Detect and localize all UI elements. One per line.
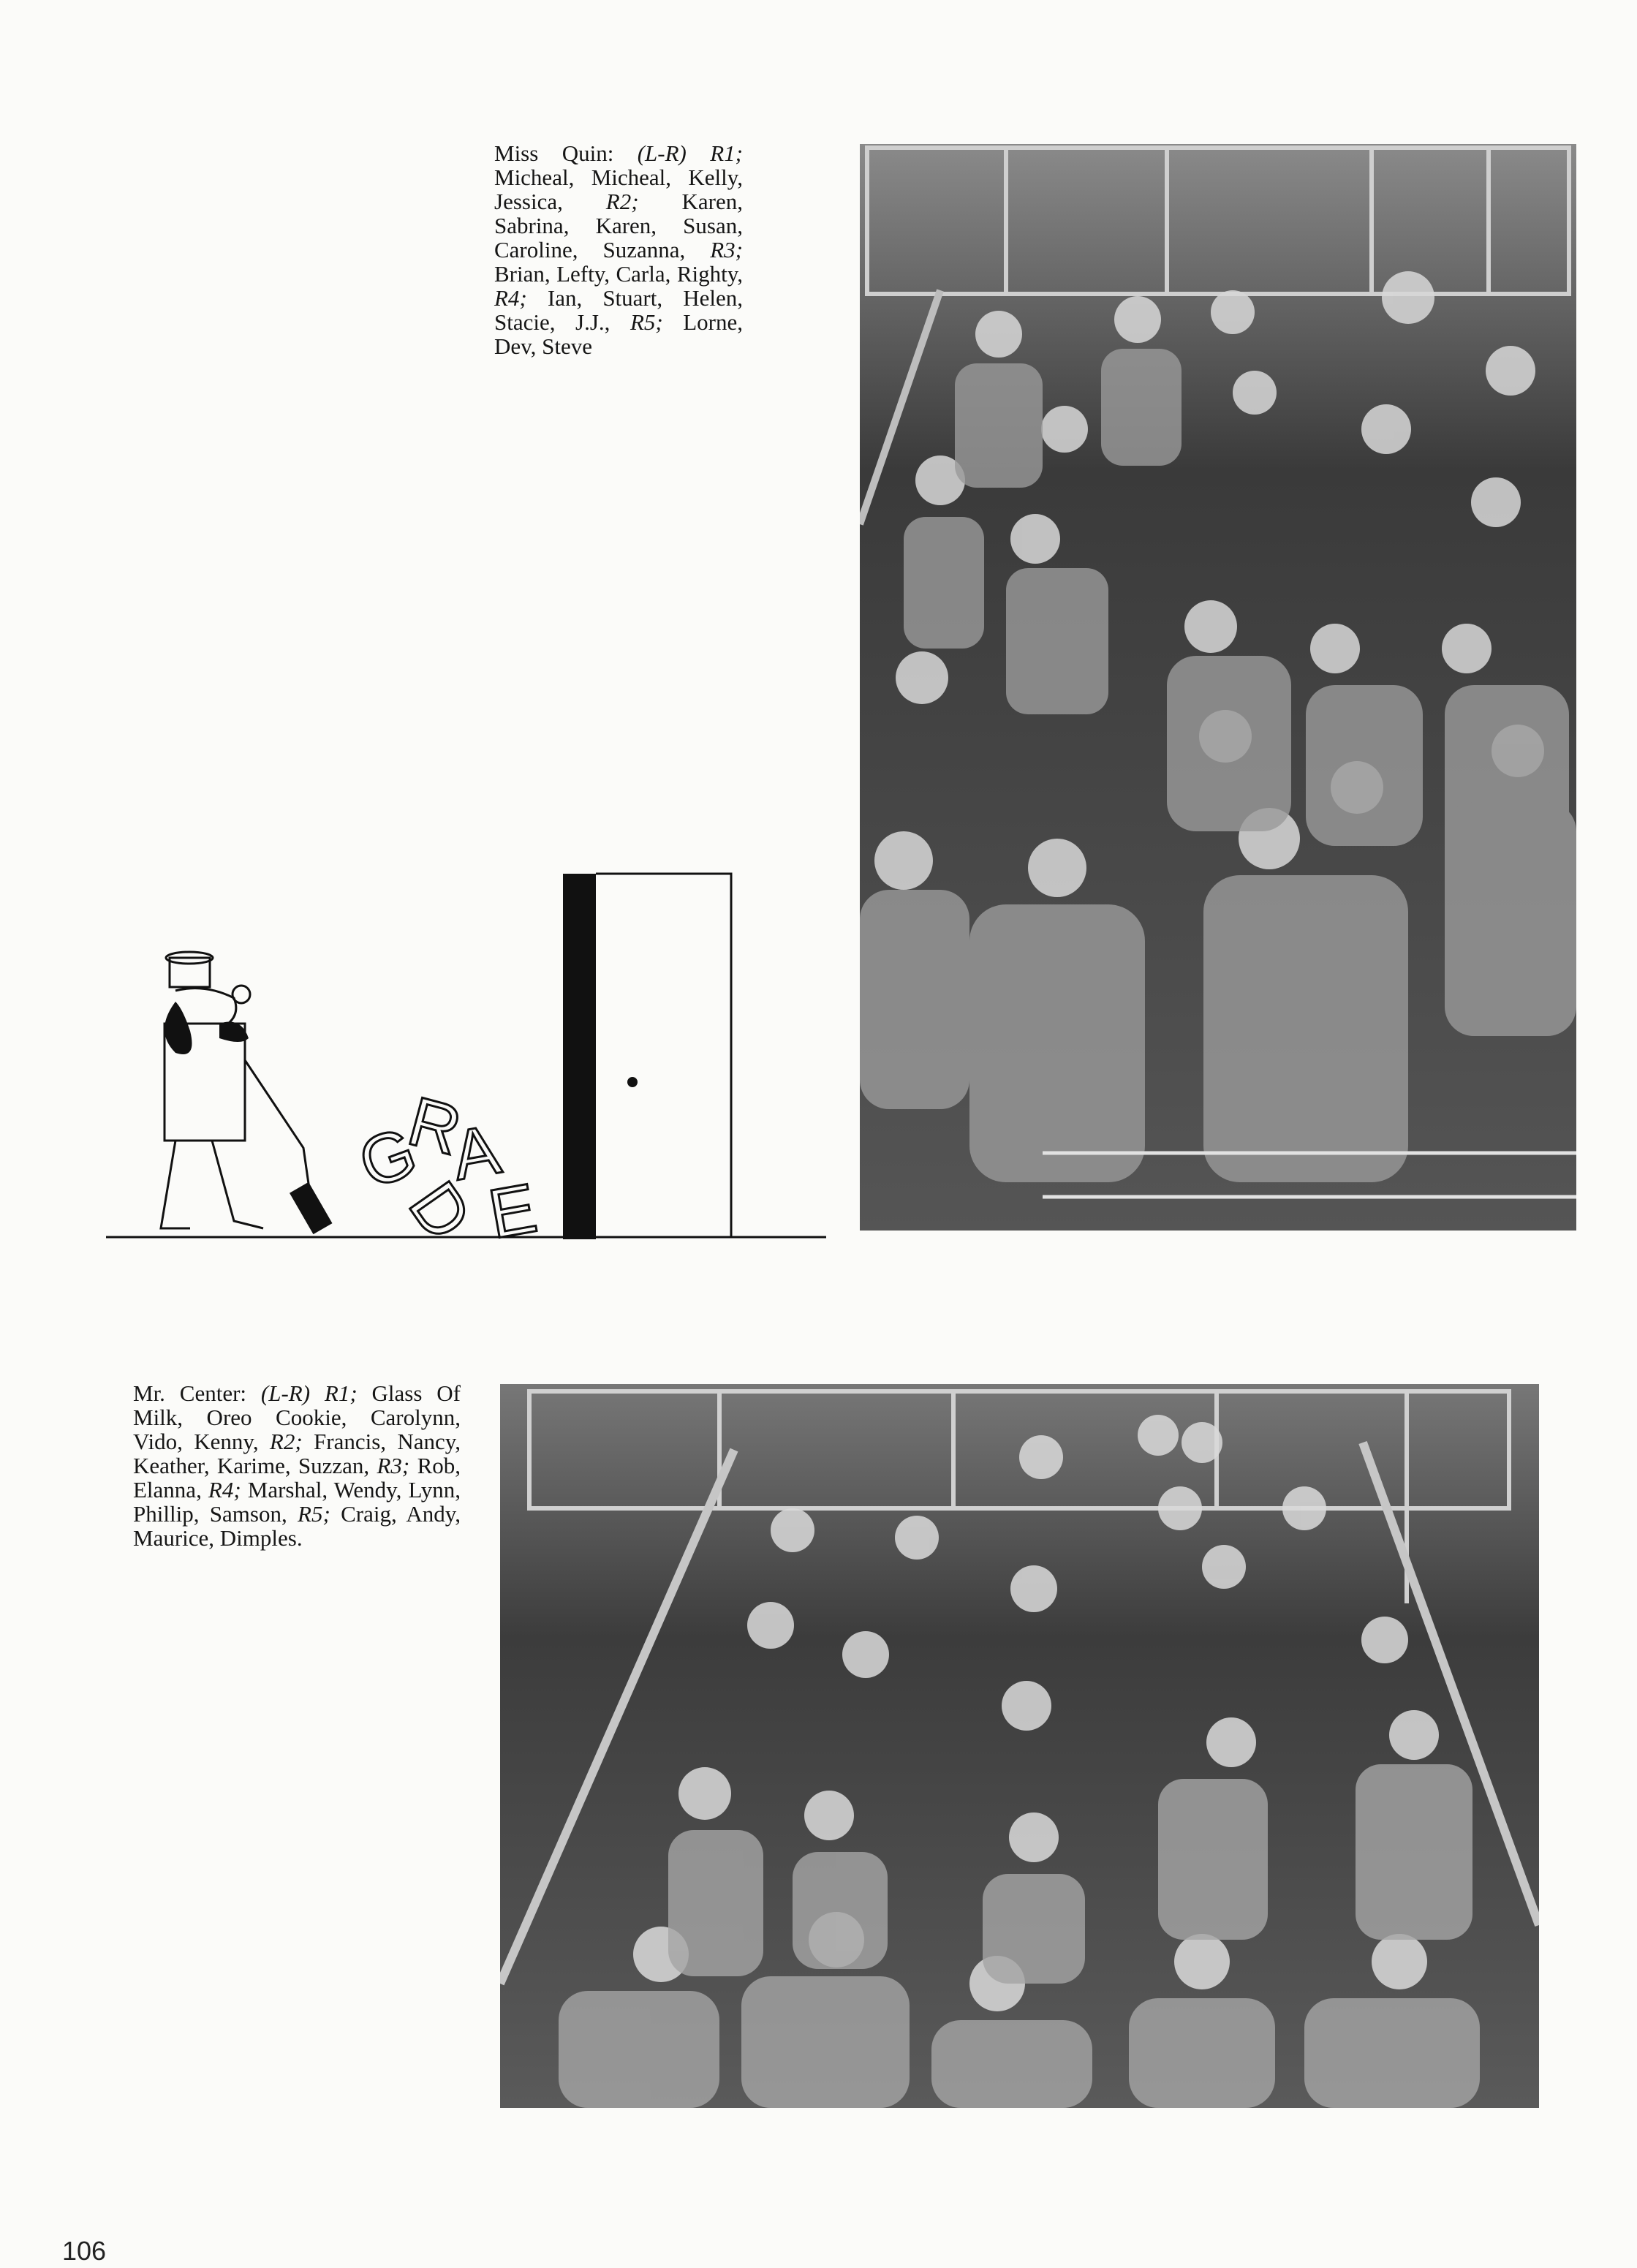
caption-segment: Craig, Andy, Maurice, Dimples.: [133, 1501, 461, 1551]
cartoon-letter-r: R: [400, 1082, 469, 1171]
cartoon-letter-d: D: [393, 1168, 487, 1243]
caption-segment: Miss Quin:: [494, 140, 638, 166]
caption-segment: R5;: [298, 1501, 330, 1527]
caption-segment: Francis, Nancy, Keather, Karime, Suzzan,: [133, 1429, 461, 1478]
caption-segment: Glass Of Milk, Oreo Cookie, Carolynn, Vido, Kenny,: [133, 1380, 461, 1454]
page-number: 106: [62, 2236, 107, 2266]
caption-segment: R4;: [494, 285, 527, 311]
caption-segment: R5;: [630, 309, 663, 335]
miss-quin-caption: [494, 141, 743, 358]
caption-segment: (L-R) R1;: [260, 1380, 358, 1406]
caption-segment: Marshal, Wendy, Lynn, Phillip, Samson,: [133, 1477, 461, 1527]
caption-segment: Mr. Center:: [133, 1380, 261, 1406]
mr-center-caption: [133, 1381, 461, 1550]
caption-segment: Brian, Lefty, Carla, Righty,: [494, 261, 743, 287]
cartoon-letter-g: G: [349, 1112, 427, 1204]
caption-segment: Lorne, Dev, Steve: [494, 309, 743, 359]
caption-segment: R3;: [377, 1453, 410, 1478]
janitor-sweeping-grade-cartoon: [102, 863, 833, 1243]
group-photo-placeholder: [500, 1384, 1539, 2108]
miss-quin-class-photo: [860, 144, 1576, 1231]
caption-segment: Karen, Sabrina, Karen, Susan, Caroline, Suzanna,: [494, 189, 743, 262]
cartoon-illustration: [102, 863, 833, 1243]
caption-segment: Micheal, Micheal, Kelly, Jessica,: [494, 165, 743, 214]
caption-segment: R2;: [605, 189, 639, 214]
cartoon-letter-a: A: [446, 1111, 506, 1195]
mr-center-class-photo: [500, 1384, 1539, 2108]
caption-segment: (L-R) R1;: [637, 140, 743, 166]
group-photo-placeholder: [860, 144, 1576, 1231]
caption-segment: R2;: [269, 1429, 303, 1454]
caption-segment: R3;: [710, 237, 743, 262]
caption-segment: Rob, Elanna,: [133, 1453, 461, 1502]
caption-segment: Ian, Stuart, Helen, Stacie, J.J.,: [494, 285, 743, 335]
caption-segment: R4;: [208, 1477, 241, 1502]
cartoon-letter-e: E: [483, 1169, 542, 1243]
